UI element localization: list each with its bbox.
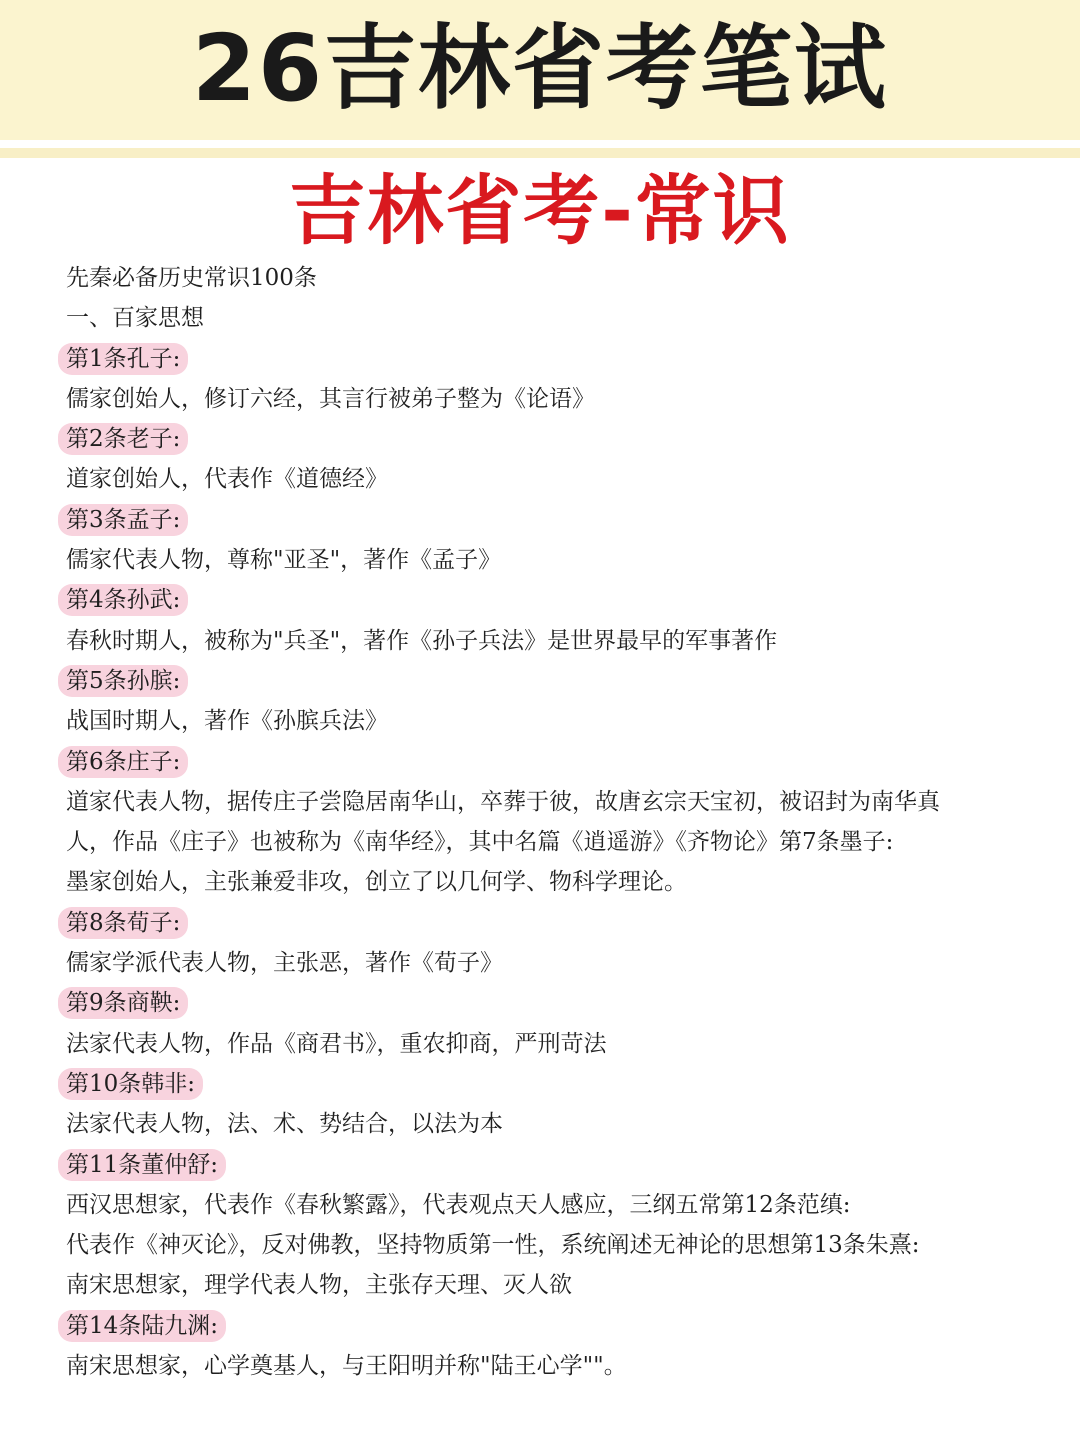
entry-body-line: 墨家创始人，主张兼爱非攻，创立了以几何学、物科学理论。 (66, 869, 687, 896)
entry-body: 儒家代表人物，尊称"亚圣"，著作《孟子》 (66, 547, 502, 574)
entry-heading (66, 1306, 1026, 1346)
intro-line: 先秦必备历史常识100条 (66, 265, 317, 291)
entry-heading-label: 第5条孙膑: (58, 665, 188, 697)
entry-heading (66, 339, 1026, 379)
entry-heading (66, 580, 1026, 620)
entry-heading-label: 第8条荀子: (58, 907, 188, 939)
entry-heading-label: 第14条陆九渊: (58, 1310, 226, 1342)
entry-body: 战国时期人，著作《孙膑兵法》 (66, 708, 388, 735)
entry-body-line: 南宋思想家，理学代表人物，主张存天理、灭人欲 (66, 1272, 572, 1299)
entry-heading-label: 第6条庄子: (58, 746, 188, 778)
entry-heading (66, 1145, 1026, 1185)
entry-heading-label: 第10条韩非: (58, 1068, 203, 1100)
entry-heading (66, 903, 1026, 943)
entry-heading-label: 第11条董仲舒: (58, 1149, 226, 1181)
section-heading: 一、百家思想 (66, 305, 204, 332)
page-title: 26吉林省考笔试 (191, 15, 889, 122)
entry-heading (66, 419, 1026, 459)
document-body (66, 258, 1026, 1386)
entry-body: 法家代表人物，作品《商君书》，重农抑商，严刑苛法 (66, 1030, 607, 1057)
entry-body-line: 西汉思想家，代表作《春秋繁露》，代表观点天人感应，三纲五常第12条范缜: (66, 1191, 851, 1218)
entry-body-line: 代表作《神灭论》，反对佛教，坚持物质第一性，系统阐述无神论的思想第13条朱熹: (66, 1232, 920, 1259)
entry-body: 儒家学派代表人物，主张恶，著作《荀子》 (66, 950, 503, 977)
entry-heading-label: 第2条老子: (58, 423, 188, 455)
entry-heading-label: 第3条孟子: (58, 504, 188, 536)
entry-heading (66, 1064, 1026, 1104)
entry-body: 法家代表人物，法、术、势结合，以法为本 (66, 1111, 503, 1138)
entry-body: 儒家创始人，修订六经，其言行被弟子整为《论语》 (66, 385, 595, 412)
entry-heading (66, 742, 1026, 782)
entry-heading (66, 500, 1026, 540)
section-title: 吉林省考-常识 (289, 166, 791, 255)
entry-body: 春秋时期人，被称为"兵圣"，著作《孙子兵法》是世界最早的军事著作 (66, 627, 778, 654)
entry-heading-label: 第1条孔子: (58, 343, 188, 375)
entry-body: 道家创始人，代表作《道德经》 (66, 466, 388, 493)
entry-heading (66, 661, 1026, 701)
entry-body-line: 人，作品《庄子》也被称为《南华经》，其中名篇《逍遥游》《齐物论》第7条墨子: (66, 829, 894, 856)
entry-heading-label: 第4条孙武: (58, 584, 188, 616)
entry-heading (66, 983, 1026, 1023)
entry-heading-label: 第9条商鞅: (58, 987, 188, 1019)
entry-body-line: 道家代表人物，据传庄子尝隐居南华山，卒葬于彼，故唐玄宗天宝初，被诏封为南华真 (66, 788, 940, 815)
banner-divider (0, 148, 1080, 158)
entry-body: 南宋思想家，心学奠基人，与王阳明并称"陆王心学""。 (66, 1353, 627, 1380)
